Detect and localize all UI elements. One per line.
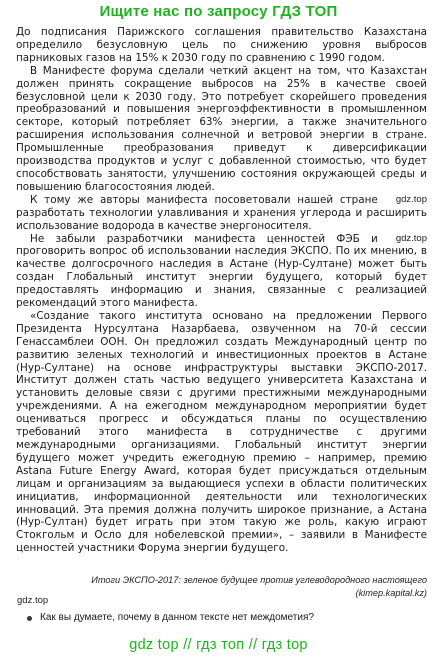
article-body	[16, 26, 427, 555]
watermark-3: gdz.top	[17, 595, 49, 606]
paragraph-4	[16, 233, 427, 310]
paragraph-1: До подписания Парижского соглашения правительство Казахстана определило безусловную цель по снижению уровня выбросов парниковых газов на 15% к 2030 году по сравнению с 1990 годом.	[16, 26, 427, 64]
banner-top: Ищите нас по запросу ГДЗ ТОП	[99, 3, 338, 20]
banner-bottom: gdz top // гдз топ // гдз top	[129, 637, 308, 653]
question-text: Как вы думаете, почему в данном тексте нет междометия?	[40, 612, 314, 623]
source-title: Итоги ЭКСПО-2017: зеленое будущее против углеводородного настоящего	[91, 575, 427, 585]
bullet-icon	[27, 616, 32, 621]
paragraph-5: «Создание такого института основано на предложении Первого Президента Нурсултана Назарбаева, озвученном на 70-й сессии Генассамблеи ООН. Он предложил создать Международный центр по развитию зеленых технологий и инвестиционных проектов в Астане (Нур-Султане) на основе инфраструктуры выставки ЭКСПО-2017. Институт должен стать частью ведущего университета Казахстана и установить деловые связи с другими престижными международными учреждениями. А на ежегодном международном мероприятии будет оцениваться прогресс и обсуждаться планы по осуществлению требований этого манифеста в сотрудничестве с другими международными организациями. Глобальный институт энергии будущего может учредить ежегодную премию – например, премию Astana Future Energy Award, которая будет присуждаться отдельным лицам и организациям за выдающиеся успехи в области политических инициатив, информационной деятельности или технологических инноваций. Эта премия должна получить широкое признание, а Астана (Нур-Султан) будет играть при этом такую же роль, какую играют Стокгольм и Осло для нобелевской премии», – заявили в Манифесте ценностей участники Форума энергии будущего.	[16, 309, 427, 555]
watermark-1: gdz.top	[395, 193, 427, 205]
source-citation	[16, 574, 427, 599]
paragraph-3	[16, 194, 427, 233]
watermark-2: gdz.top	[395, 232, 427, 244]
source-site: (kimep.kapital.kz)	[355, 587, 427, 598]
paragraph-3-text: К тому же авторы манифеста посоветовали нашей стране разработать технологии улавливания и хранения углерода и расширить использование водорода в качестве энергоносителя.	[16, 193, 427, 232]
paragraph-4-text: Не забыли разработчики манифеста ценностей ФЭБ и проговорить вопрос об использовании наследия ЭКСПО. По их мнению, в качестве долгосрочного наследия в Астане (Нур-Султане) может быть создан Глобальный институт энергии будущего, который будет предоставлять информацию и знания, связанные с реализацией рекомендаций этого манифеста.	[16, 232, 427, 310]
paragraph-2: В Манифесте форума сделали четкий акцент на том, что Казахстан должен принять сокращение выбросов на 25% в качестве своей безусловной цели к 2030 году. Это потребует скорейшего проведения преобразований и повышения энергоэффективности в промышленном секторе, который потребляет 63% энергии, а также значительного расширения использования солнечной и ветровой энергии в стране. Промышленные преобразования приведут к диверсификации производства продуктов и услуг с добавленной стоимостью, что будет способствовать занятости, улучшению состояния окружающей среды и повышению благосостояния людей.	[16, 64, 427, 193]
